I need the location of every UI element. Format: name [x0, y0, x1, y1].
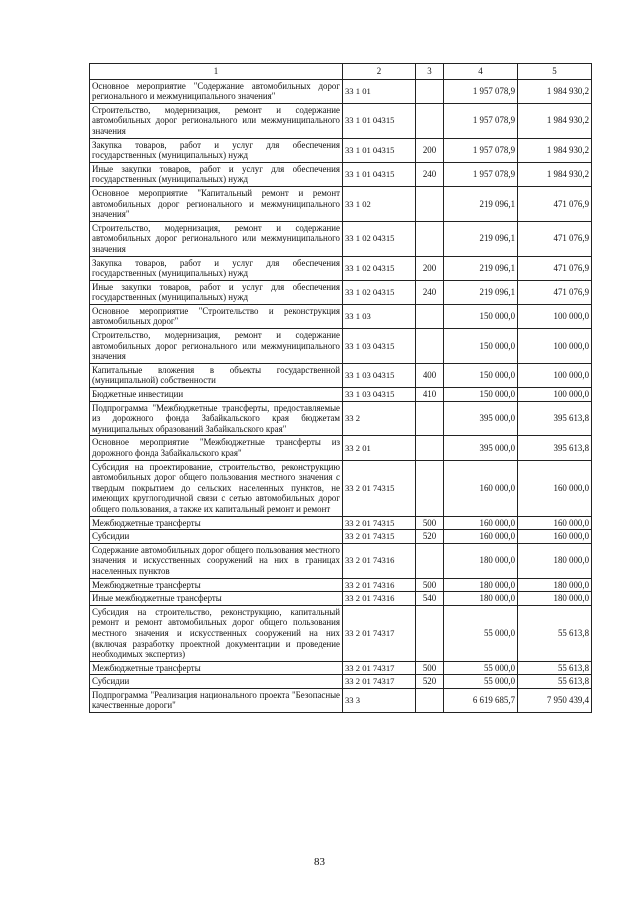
row-name-cell: Закупка товаров, работ и услуг для обеспечения государственных (муниципальных) нужд: [90, 138, 343, 162]
row-code-cell: 33 1 03 04315: [343, 329, 416, 364]
table-row: [90, 543, 592, 578]
table-header-row: [90, 64, 592, 80]
row-amount-1-cell: 180 000,0: [444, 578, 518, 592]
row-amount-1-cell: 150 000,0: [444, 388, 518, 402]
row-type-cell: [416, 401, 444, 436]
row-amount-2-cell: 100 000,0: [518, 329, 592, 364]
row-amount-2-cell: 180 000,0: [518, 592, 592, 606]
row-amount-2-cell: 395 613,8: [518, 436, 592, 460]
row-type-cell: [416, 688, 444, 712]
row-type-cell: 500: [416, 516, 444, 530]
row-name-cell: Иные закупки товаров, работ и услуг для обеспечения государственных (муниципальных) нужд: [90, 280, 343, 304]
row-type-cell: 520: [416, 530, 444, 544]
row-code-cell: 33 2 01: [343, 436, 416, 460]
row-name-cell: Основное мероприятие "Капитальный ремонт и ремонт автомобильных дорог регионального и межмуниципального значения": [90, 186, 343, 221]
table-row: [90, 329, 592, 364]
row-code-cell: 33 2 01 74315: [343, 530, 416, 544]
table-body: [90, 79, 592, 712]
row-code-cell: 33 2 01 74316: [343, 592, 416, 606]
row-code-cell: 33 2 01 74317: [343, 605, 416, 661]
row-amount-1-cell: 160 000,0: [444, 530, 518, 544]
row-amount-1-cell: 150 000,0: [444, 329, 518, 364]
row-type-cell: 500: [416, 578, 444, 592]
row-amount-1-cell: 160 000,0: [444, 516, 518, 530]
row-amount-2-cell: 395 613,8: [518, 401, 592, 436]
row-code-cell: 33 1 01: [343, 79, 416, 103]
row-type-cell: 540: [416, 592, 444, 606]
table-row: [90, 436, 592, 460]
row-name-cell: Строительство, модернизация, ремонт и содержание автомобильных дорог регионального или межмуниципального значения: [90, 329, 343, 364]
row-amount-1-cell: 219 096,1: [444, 280, 518, 304]
row-code-cell: 33 2 01 74317: [343, 661, 416, 675]
row-amount-2-cell: 471 076,9: [518, 186, 592, 221]
table-row: [90, 530, 592, 544]
row-type-cell: [416, 605, 444, 661]
row-amount-2-cell: 1 984 930,2: [518, 138, 592, 162]
row-amount-1-cell: 150 000,0: [444, 304, 518, 328]
row-type-cell: [416, 460, 444, 516]
row-amount-1-cell: 6 619 685,7: [444, 688, 518, 712]
row-amount-1-cell: 1 957 078,9: [444, 79, 518, 103]
row-code-cell: 33 1 02 04315: [343, 280, 416, 304]
row-code-cell: 33 1 01 04315: [343, 138, 416, 162]
row-name-cell: Бюджетные инвестиции: [90, 388, 343, 402]
row-code-cell: 33 1 02: [343, 186, 416, 221]
row-type-cell: [416, 103, 444, 138]
row-type-cell: [416, 79, 444, 103]
column-header-1: 1: [90, 64, 343, 80]
table-row: [90, 79, 592, 103]
row-amount-2-cell: 471 076,9: [518, 221, 592, 256]
column-header-3: 3: [416, 64, 444, 80]
table-row: [90, 388, 592, 402]
row-amount-1-cell: 395 000,0: [444, 436, 518, 460]
row-amount-1-cell: 1 957 078,9: [444, 138, 518, 162]
table-row: [90, 162, 592, 186]
row-name-cell: Содержание автомобильных дорог общего пользования местного значения и искусственных сооружений на них в границах населенных пунктов: [90, 543, 343, 578]
table-row: [90, 661, 592, 675]
row-type-cell: [416, 221, 444, 256]
row-amount-1-cell: 55 000,0: [444, 675, 518, 689]
row-name-cell: Строительство, модернизация, ремонт и содержание автомобильных дорог регионального или межмуниципального значения: [90, 103, 343, 138]
row-name-cell: Межбюджетные трансферты: [90, 578, 343, 592]
table-row: [90, 280, 592, 304]
table-row: [90, 363, 592, 387]
budget-table: [89, 63, 592, 713]
table-row: [90, 221, 592, 256]
row-code-cell: 33 2 01 74316: [343, 578, 416, 592]
row-name-cell: Субсидии: [90, 675, 343, 689]
row-amount-2-cell: 55 613,8: [518, 661, 592, 675]
row-code-cell: 33 1 02 04315: [343, 256, 416, 280]
row-amount-1-cell: 150 000,0: [444, 363, 518, 387]
table-row: [90, 138, 592, 162]
row-type-cell: [416, 329, 444, 364]
row-code-cell: 33 2 01 74316: [343, 543, 416, 578]
row-code-cell: 33 1 01 04315: [343, 162, 416, 186]
row-name-cell: Иные межбюджетные трансферты: [90, 592, 343, 606]
row-amount-1-cell: 219 096,1: [444, 221, 518, 256]
row-name-cell: Основное мероприятие "Содержание автомобильных дорог регионального и межмуниципального значения": [90, 79, 343, 103]
row-amount-2-cell: 100 000,0: [518, 388, 592, 402]
row-code-cell: 33 2 01 74315: [343, 516, 416, 530]
row-type-cell: 520: [416, 675, 444, 689]
row-amount-1-cell: 55 000,0: [444, 661, 518, 675]
row-amount-2-cell: 1 984 930,2: [518, 103, 592, 138]
row-type-cell: 200: [416, 138, 444, 162]
column-header-2: 2: [343, 64, 416, 80]
row-amount-2-cell: 160 000,0: [518, 530, 592, 544]
row-code-cell: 33 1 01 04315: [343, 103, 416, 138]
row-name-cell: Капитальные вложения в объекты государственной (муниципальной) собственности: [90, 363, 343, 387]
row-name-cell: Основное мероприятие "Межбюджетные трансферты из дорожного фонда Забайкальского края": [90, 436, 343, 460]
table-row: [90, 516, 592, 530]
row-amount-2-cell: 55 613,8: [518, 605, 592, 661]
row-name-cell: Подпрограмма "Межбюджетные трансферты, предоставляемые из дорожного фонда Забайкальского края бюджетам муниципальных образований Забайкальского края": [90, 401, 343, 436]
row-code-cell: 33 3: [343, 688, 416, 712]
row-amount-1-cell: 219 096,1: [444, 256, 518, 280]
row-amount-1-cell: 219 096,1: [444, 186, 518, 221]
row-code-cell: 33 1 02 04315: [343, 221, 416, 256]
row-code-cell: 33 2: [343, 401, 416, 436]
table-row: [90, 186, 592, 221]
row-amount-1-cell: 180 000,0: [444, 543, 518, 578]
row-amount-2-cell: 180 000,0: [518, 578, 592, 592]
row-name-cell: Подпрограмма "Реализация национального проекта "Безопасные качественные дороги": [90, 688, 343, 712]
row-name-cell: Закупка товаров, работ и услуг для обеспечения государственных (муниципальных) нужд: [90, 256, 343, 280]
row-amount-2-cell: 471 076,9: [518, 280, 592, 304]
row-amount-2-cell: 1 984 930,2: [518, 162, 592, 186]
column-header-4: 4: [444, 64, 518, 80]
table-row: [90, 103, 592, 138]
row-amount-2-cell: 100 000,0: [518, 304, 592, 328]
row-code-cell: 33 2 01 74317: [343, 675, 416, 689]
row-name-cell: Строительство, модернизация, ремонт и содержание автомобильных дорог регионального или межмуниципального значения: [90, 221, 343, 256]
row-type-cell: 500: [416, 661, 444, 675]
row-amount-2-cell: 471 076,9: [518, 256, 592, 280]
row-type-cell: 400: [416, 363, 444, 387]
row-amount-2-cell: 7 950 439,4: [518, 688, 592, 712]
table-row: [90, 675, 592, 689]
row-amount-2-cell: 160 000,0: [518, 516, 592, 530]
table-row: [90, 605, 592, 661]
row-amount-1-cell: 55 000,0: [444, 605, 518, 661]
row-amount-2-cell: 180 000,0: [518, 543, 592, 578]
row-name-cell: Субсидии: [90, 530, 343, 544]
row-name-cell: Субсидия на проектирование, строительство, реконструкцию автомобильных дорог общего пользования местного значения с твердым покрытием до сельских населенных пунктов, не имеющих круглогодичной связи с сетью автомобильных дорог общего пользования, а также их капитальный ремонт и ремонт: [90, 460, 343, 516]
row-amount-1-cell: 1 957 078,9: [444, 103, 518, 138]
row-code-cell: 33 2 01 74315: [343, 460, 416, 516]
row-type-cell: [416, 543, 444, 578]
page-number: 83: [314, 856, 325, 868]
row-amount-1-cell: 160 000,0: [444, 460, 518, 516]
row-code-cell: 33 1 03 04315: [343, 363, 416, 387]
row-amount-2-cell: 55 613,8: [518, 675, 592, 689]
row-amount-2-cell: 160 000,0: [518, 460, 592, 516]
row-type-cell: [416, 436, 444, 460]
row-code-cell: 33 1 03: [343, 304, 416, 328]
row-name-cell: Межбюджетные трансферты: [90, 661, 343, 675]
row-type-cell: 410: [416, 388, 444, 402]
table-row: [90, 688, 592, 712]
row-name-cell: Основное мероприятие "Строительство и реконструкция автомобильных дорог": [90, 304, 343, 328]
table-row: [90, 578, 592, 592]
row-name-cell: Иные закупки товаров, работ и услуг для обеспечения государственных (муниципальных) нужд: [90, 162, 343, 186]
row-name-cell: Субсидия на строительство, реконструкцию, капитальный ремонт и ремонт автомобильных дорог общего пользования местного значения и искусственных сооружений на них (включая разработку проектной документации и проведение необходимых экспертиз): [90, 605, 343, 661]
table-row: [90, 401, 592, 436]
row-amount-2-cell: 100 000,0: [518, 363, 592, 387]
row-code-cell: 33 1 03 04315: [343, 388, 416, 402]
row-type-cell: [416, 304, 444, 328]
row-type-cell: 240: [416, 162, 444, 186]
row-type-cell: 200: [416, 256, 444, 280]
table-row: [90, 460, 592, 516]
table-row: [90, 304, 592, 328]
row-amount-1-cell: 395 000,0: [444, 401, 518, 436]
column-header-5: 5: [518, 64, 592, 80]
row-type-cell: [416, 186, 444, 221]
row-name-cell: Межбюджетные трансферты: [90, 516, 343, 530]
row-type-cell: 240: [416, 280, 444, 304]
table-row: [90, 592, 592, 606]
row-amount-1-cell: 1 957 078,9: [444, 162, 518, 186]
row-amount-2-cell: 1 984 930,2: [518, 79, 592, 103]
table-row: [90, 256, 592, 280]
row-amount-1-cell: 180 000,0: [444, 592, 518, 606]
